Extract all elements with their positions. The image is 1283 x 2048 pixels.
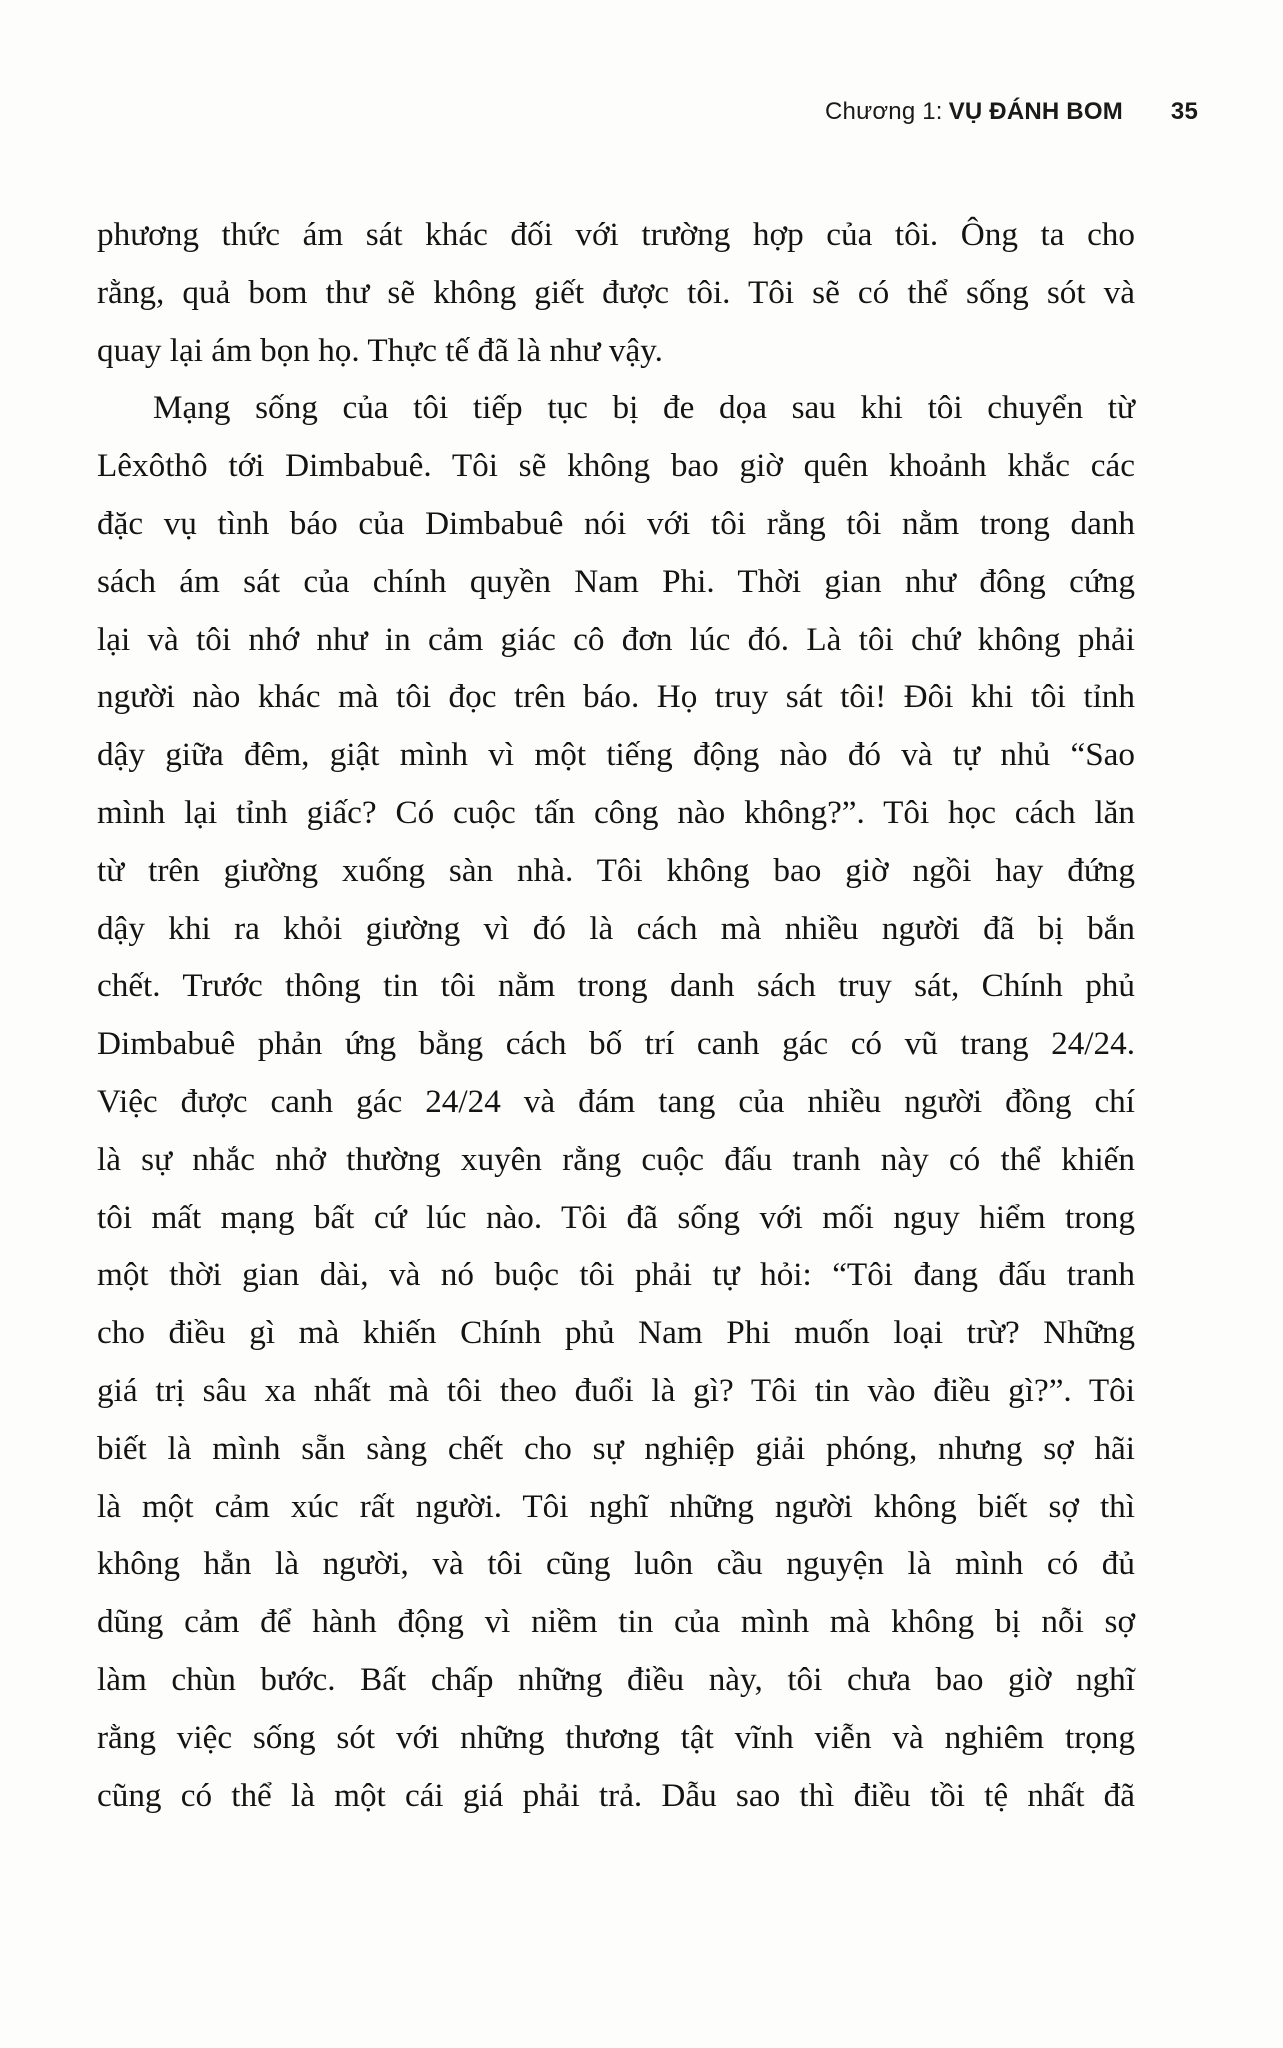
text-line: tôi mất mạng bất cứ lúc nào. Tôi đã sống với mối nguy hiểm trong <box>97 1198 1135 1236</box>
page-number: 35 <box>1170 98 1198 125</box>
text-line: là sự nhắc nhở thường xuyên rằng cuộc đấu tranh này có thể khiến <box>97 1140 1135 1178</box>
text-line: dậy khi ra khỏi giường vì đó là cách mà nhiều người đã bị bắn <box>97 909 1135 947</box>
text-line: Lêxôthô tới Dimbabuê. Tôi sẽ không bao giờ quên khoảnh khắc các <box>97 447 1135 485</box>
text-line: rằng, quả bom thư sẽ không giết được tôi. Tôi sẽ có thể sống sót và <box>97 273 1135 311</box>
text-line: đặc vụ tình báo của Dimbabuê nói với tôi rằng tôi nằm trong danh <box>97 504 1135 542</box>
text-line: dũng cảm để hành động vì niềm tin của mình mà không bị nỗi sợ <box>97 1603 1135 1641</box>
text-line: cũng có thể là một cái giá phải trả. Dẫu sao thì điều tồi tệ nhất đã <box>97 1776 1135 1814</box>
text-line: Mạng sống của tôi tiếp tục bị đe dọa sau khi tôi chuyển từ <box>153 389 1135 427</box>
text-line: rằng việc sống sót với những thương tật vĩnh viễn và nghiêm trọng <box>97 1718 1135 1756</box>
text-line: phương thức ám sát khác đối với trường hợp của tôi. Ông ta cho <box>97 216 1135 253</box>
text-line: quay lại ám bọn họ. Thực tế đã là như vậy. <box>97 331 663 369</box>
text-line: dậy giữa đêm, giật mình vì một tiếng động nào đó và tự nhủ “Sao <box>97 736 1135 774</box>
running-chapter-label: Chương 1: <box>825 98 943 125</box>
text-line: làm chùn bước. Bất chấp những điều này, tôi chưa bao giờ nghĩ <box>97 1660 1135 1698</box>
text-line: chết. Trước thông tin tôi nằm trong danh sách truy sát, Chính phủ <box>97 967 1135 1005</box>
text-line: không hẳn là người, và tôi cũng luôn cầu nguyện là mình có đủ <box>97 1545 1135 1583</box>
text-line: sách ám sát của chính quyền Nam Phi. Thời gian như đông cứng <box>97 562 1135 600</box>
text-line: là một cảm xúc rất người. Tôi nghĩ những người không biết sợ thì <box>97 1487 1135 1525</box>
running-chapter-title: VỤ ĐÁNH BOM <box>948 98 1123 125</box>
text-line: Dimbabuê phản ứng bằng cách bố trí canh gác có vũ trang 24/24. <box>97 1025 1135 1063</box>
text-line: một thời gian dài, và nó buộc tôi phải tự hỏi: “Tôi đang đấu tranh <box>97 1256 1135 1294</box>
text-line: lại và tôi nhớ như in cảm giác cô đơn lúc đó. Là tôi chứ không phải <box>97 620 1135 658</box>
text-line: mình lại tỉnh giấc? Có cuộc tấn công nào không?”. Tôi học cách lăn <box>97 793 1135 831</box>
text-line: biết là mình sẵn sàng chết cho sự nghiệp giải phóng, nhưng sợ hãi <box>97 1429 1135 1467</box>
text-line: giá trị sâu xa nhất mà tôi theo đuổi là gì? Tôi tin vào điều gì?”. Tôi <box>97 1371 1135 1409</box>
text-line: Việc được canh gác 24/24 và đám tang của nhiều người đồng chí <box>97 1082 1135 1120</box>
body-text <box>97 206 1135 1824</box>
text-line: từ trên giường xuống sàn nhà. Tôi không bao giờ ngồi hay đứng <box>97 851 1135 889</box>
running-header <box>825 98 1198 126</box>
text-line: người nào khác mà tôi đọc trên báo. Họ truy sát tôi! Đôi khi tôi tỉnh <box>97 678 1135 716</box>
text-line: cho điều gì mà khiến Chính phủ Nam Phi muốn loại trừ? Những <box>97 1314 1135 1352</box>
